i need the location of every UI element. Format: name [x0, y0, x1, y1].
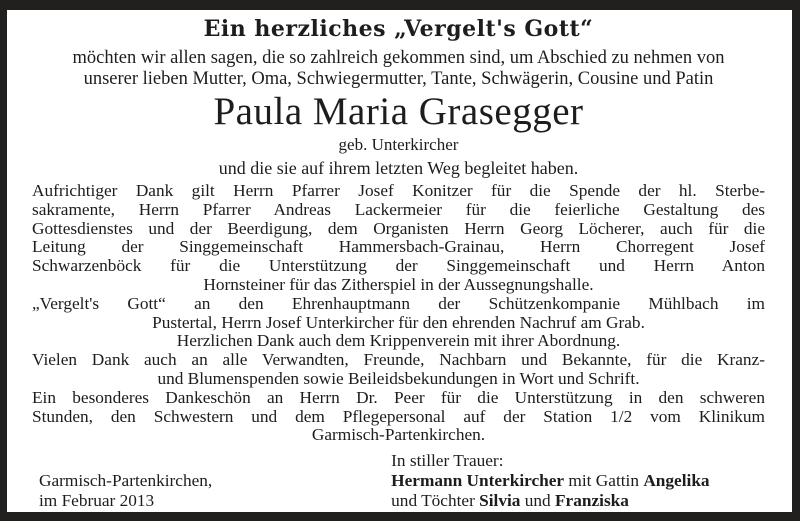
notice-footer [32, 451, 765, 510]
text-line: „Vergelt's Gott“ an den Ehrenhauptmann der Schützenkompanie Mühlbach im [32, 293, 765, 313]
text-line: Herzlichen Dank auch dem Krippenverein mit ihrer Abordnung. [176, 331, 621, 351]
mourner-name: Angelika [643, 470, 710, 490]
mourners-label: In stiller Trauer: [391, 451, 504, 471]
intro-block [32, 48, 765, 90]
thanks-text [32, 182, 765, 445]
text-line: Garmisch-Partenkirchen. [311, 425, 486, 445]
text-line: Vielen Dank auch an alle Verwandten, Freunde, Nachbarn und Bekannte, für die Kranz- [32, 350, 765, 370]
place-date-block [32, 471, 391, 511]
mourner-name: Franziska [555, 490, 629, 510]
text-line: Hornsteiner für das Zitherspiel in der Aussegnungshalle. [203, 274, 594, 294]
intro-line-2: unserer lieben Mutter, Oma, Schwiegermutter, Tante, Schwägerin, Cousine und Patin [83, 69, 714, 89]
text-line: Leitung der Singgemeinschaft Hammersbach-Grainau, Herrn Chorregent Josef [32, 237, 765, 257]
text-line: Aufrichtiger Dank gilt Herrn Pfarrer Josef Konitzer für die Spende der hl. Sterbe- [32, 181, 765, 200]
mourner-name: Hermann Unterkircher [391, 470, 565, 490]
mourner-text: und [520, 490, 555, 510]
text-line: Ein besonderes Dankeschön an Herrn Dr. Peer für die Unterstützung in den schweren [32, 387, 765, 407]
text-line: Gottesdienstes und der Beerdigung, dem Organisten Herrn Georg Löcherer, auch für die [32, 218, 765, 238]
text-line: sakramente, Herrn Pfarrer Andreas Lackermeier für die feierliche Gestaltung des [32, 199, 765, 219]
intro-line-1: möchten wir allen sagen, die so zahlreich gekommen sind, um Abschied zu nehmen von [72, 48, 725, 68]
place-line: Garmisch-Partenkirchen, [39, 470, 213, 490]
text-line: Pustertal, Herrn Josef Unterkircher für den ehrenden Nachruf am Grab. [152, 312, 645, 332]
mourner-text: und Töchter [391, 490, 480, 510]
mourner-text: mit Gattin [564, 470, 644, 490]
deceased-name: Paula Maria Grasegger [213, 90, 584, 133]
date-line: im Februar 2013 [39, 490, 155, 510]
mourners-block [391, 451, 765, 510]
maiden-name: geb. Unterkircher [338, 135, 459, 154]
obituary-notice-paper [7, 10, 792, 512]
text-line: Stunden, den Schwestern und dem Pflegepersonal auf der Station 1/2 vom Klinikum [32, 406, 765, 426]
mourners-line-1 [391, 471, 765, 491]
text-line: Schwarzenböck für die Unterstützung der Singgemeinschaft und Herrn Anton [32, 256, 765, 276]
text-line: und Blumenspenden sowie Beileidsbekundungen in Wort und Schrift. [157, 368, 640, 388]
farewell-line: und die sie auf ihrem letzten Weg begleitet haben. [218, 158, 579, 178]
mourner-name: Silvia [479, 490, 521, 510]
mourners-line-2 [391, 491, 765, 511]
notice-heading: Ein herzliches „Vergelt's Gott“ [203, 16, 594, 42]
